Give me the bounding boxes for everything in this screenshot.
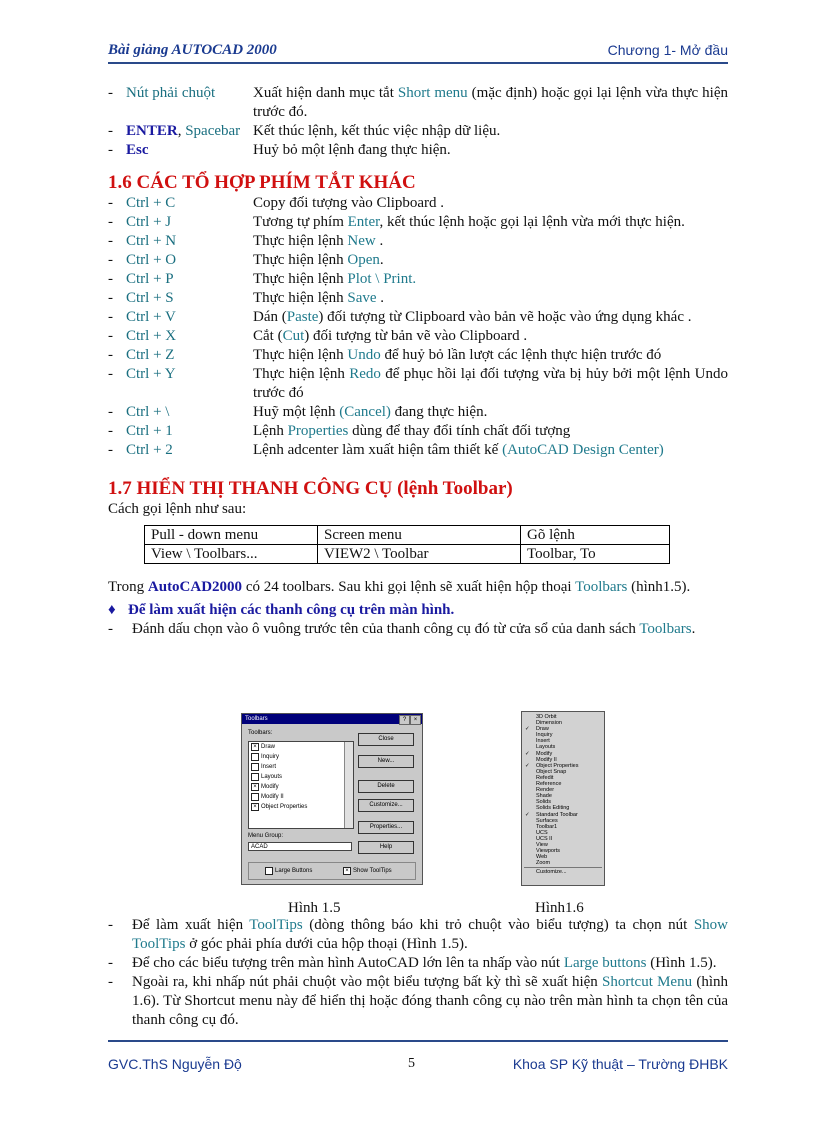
description: Huỷ bỏ một lệnh đang thực hiện.	[253, 142, 451, 158]
key-label: Ctrl + V	[126, 309, 176, 325]
menu-item[interactable]: ✓ Draw	[525, 726, 549, 733]
intro-row-esc	[108, 141, 728, 160]
shortcut-row	[108, 422, 728, 441]
toolbar-list-item[interactable]: Layouts	[249, 772, 353, 782]
shortcut-row	[108, 365, 728, 403]
shortcut-row	[108, 308, 728, 327]
menu-item[interactable]: Refedit	[536, 774, 554, 781]
description: Thực hiện lệnh Undo để huỷ bỏ lần lượt các lệnh thực hiện trước đó	[253, 347, 662, 363]
menu-item[interactable]: Viewports	[536, 848, 561, 855]
shortcut-row	[108, 327, 728, 346]
dash: -	[108, 621, 113, 637]
section-1-6-heading: 1.6 CÁC TỔ HỢP PHÍM TẮT KHÁC	[108, 172, 416, 193]
command-table	[144, 525, 670, 564]
description: Huỹ một lệnh (Cancel) đang thực hiện.	[253, 404, 488, 420]
checkbox-box: ×	[251, 783, 259, 791]
close-button[interactable]: Close	[358, 733, 414, 746]
menu-item[interactable]: Render	[536, 787, 555, 794]
note-row	[108, 973, 728, 1030]
checkbox-box	[251, 773, 259, 781]
header-chapter: Chương 1- Mở đầu	[607, 42, 728, 58]
description: Tương tự phím Enter, kết thúc lệnh hoặc gọi lại lệnh vừa mới thực hiện.	[253, 214, 685, 230]
shortcut-row	[108, 289, 728, 308]
dash: -	[108, 195, 113, 211]
key-label: Ctrl + \	[126, 404, 170, 420]
section-1-7-intro: Cách gọi lệnh như sau:	[108, 501, 247, 517]
menu-item[interactable]: Object Snap	[536, 768, 567, 775]
menu-item-customize[interactable]: Customize...	[536, 869, 567, 876]
menu-item[interactable]: ✓ Modify	[525, 750, 553, 757]
toolbars-paragraph: Trong AutoCAD2000 có 24 toolbars. Sau khi gọi lệnh sẽ xuất hiện hộp thoại Toolbars (hình1.5).	[108, 579, 691, 595]
key-label: Ctrl + 2	[126, 442, 173, 458]
figure-1-5-caption: Hình 1.5	[288, 900, 341, 916]
menu-group-select[interactable]: ACAD	[248, 842, 352, 851]
key-label: Ctrl + 1	[126, 423, 173, 439]
dash: -	[108, 214, 113, 230]
checkbox-box	[251, 763, 259, 771]
shortcut-row	[108, 213, 728, 232]
dash: -	[108, 309, 113, 325]
checkbox-box: ×	[251, 743, 259, 751]
description: Thực hiện lệnh New .	[253, 233, 384, 249]
table-cell: Pull - down menu	[145, 526, 318, 545]
menu-item[interactable]: Solids Editing	[536, 805, 570, 812]
large-buttons-checkbox[interactable]: Large Buttons	[263, 867, 312, 875]
footer-author: GVC.ThS Nguyễn Độ	[108, 1056, 242, 1072]
dash: -	[108, 442, 113, 458]
key-label: Ctrl + C	[126, 195, 176, 211]
dash: -	[108, 917, 113, 933]
description: Đánh dấu chọn vào ô vuông trước tên của thanh công cụ đó từ cửa sổ của danh sách Toolbars.	[132, 621, 696, 637]
menu-item[interactable]: Layouts	[536, 744, 556, 751]
checkbox-box: ×	[343, 867, 351, 875]
checkbox-box	[251, 753, 259, 761]
check-icon: ✓	[525, 726, 530, 733]
bottom-notes	[108, 916, 728, 1030]
check-icon: ✓	[525, 750, 530, 757]
toolbar-list-item[interactable]: Modify II	[249, 792, 353, 802]
table-cell: VIEW2 \ Toolbar	[318, 545, 521, 564]
menu-item[interactable]: Shade	[536, 793, 552, 800]
description: Lệnh Properties dùng để thay đổi tính chất đối tượng	[253, 423, 571, 439]
menu-item[interactable]: Inquiry	[536, 732, 553, 739]
description: Dán (Paste) đối tượng từ Clipboard vào bản vẽ hoặc vào ứng dụng khác .	[253, 309, 692, 325]
check-icon: ✓	[525, 762, 530, 769]
help-button[interactable]: Help	[358, 841, 414, 854]
shortcut-row	[108, 441, 728, 460]
key-label: Ctrl + N	[126, 233, 177, 249]
description: Để làm xuất hiện ToolTips (dòng thông báo khi trỏ chuột vào biểu tượng) ta chọn nút Show ToolTips ở góc phải phía dưới của hộp thoại (Hình 1.5).	[132, 917, 728, 952]
dash: -	[108, 233, 113, 249]
table-cell: View \ Toolbars...	[145, 545, 318, 564]
options-group	[248, 862, 416, 880]
dash: -	[108, 955, 113, 971]
table-cell: Gõ lệnh	[521, 526, 670, 545]
toolbars-list-label: Toolbars:	[248, 730, 273, 736]
dash: -	[108, 85, 113, 101]
key-label: Ctrl + P	[126, 271, 174, 287]
key-label: Ctrl + S	[126, 290, 174, 306]
list-scrollbar[interactable]	[344, 742, 353, 828]
show-tooltips-checkbox[interactable]: × Show ToolTips	[341, 867, 392, 875]
dash: -	[108, 423, 113, 439]
table-cell: Screen menu	[318, 526, 521, 545]
toolbar-list-item[interactable]: Inquiry	[249, 752, 353, 762]
description: Thực hiện lệnh Plot \ Print.	[253, 271, 417, 287]
key-label: ENTER, Spacebar	[126, 123, 241, 139]
checkbox-box	[265, 867, 273, 875]
toolbar-list-item[interactable]: × Object Properties	[249, 802, 353, 812]
menu-item[interactable]: Reference	[536, 781, 562, 788]
diamond-bullet-icon: ♦	[108, 602, 116, 618]
menu-item[interactable]: Solids	[536, 799, 551, 806]
key-label: Nút phải chuột	[126, 85, 216, 101]
page-number: 5	[408, 1056, 415, 1071]
toolbar-list-item[interactable]: × Draw	[249, 742, 353, 752]
shortcut-row	[108, 194, 728, 213]
description: Để cho các biểu tượng trên màn hình AutoCAD lớn lên ta nhấp vào nút Large buttons (Hình 1.5).	[132, 955, 717, 971]
footer-institution: Khoa SP Kỹ thuật – Trường ĐHBK	[512, 1056, 728, 1072]
menu-group-label: Menu Group:	[248, 833, 284, 839]
description: Thực hiện lệnh Save .	[253, 290, 385, 306]
description: Thực hiện lệnh Open.	[253, 252, 384, 268]
bullet-heading: ♦ Để làm xuất hiện các thanh công cụ trên màn hình.	[108, 602, 455, 618]
close-icon[interactable]: ×	[410, 715, 421, 725]
dash: -	[108, 404, 113, 420]
shortcut-row	[108, 232, 728, 251]
page-header	[108, 40, 728, 64]
table-cell: Toolbar, To	[521, 545, 670, 564]
shortcut-row	[108, 251, 728, 270]
shortcut-row	[108, 403, 728, 422]
page-footer	[108, 1040, 728, 1070]
key-label: Ctrl + J	[126, 214, 172, 230]
menu-item[interactable]: 3D Orbit	[536, 714, 557, 720]
shortcut-key-list	[108, 194, 728, 460]
description: Cắt (Cut) đối tượng từ bản vẽ vào Clipboard .	[253, 328, 528, 344]
table-header-row	[145, 526, 670, 545]
dash: -	[108, 328, 113, 344]
figure-1-6-caption: Hình1.6	[535, 900, 584, 916]
key-label: Ctrl + X	[126, 328, 177, 344]
dash: -	[108, 123, 113, 139]
dash: -	[108, 974, 113, 990]
menu-item[interactable]: Toolbar1	[536, 823, 558, 830]
customize-button[interactable]: Customize...	[358, 799, 414, 812]
intro-row-right-click	[108, 84, 728, 122]
description: Lệnh adcenter làm xuất hiện tâm thiết kế (AutoCAD Design Center)	[253, 442, 664, 458]
new-button[interactable]: New...	[358, 755, 414, 768]
dash: -	[108, 252, 113, 268]
note-row	[108, 916, 728, 954]
menu-item[interactable]: Insert	[536, 738, 550, 745]
key-label: Ctrl + Y	[126, 366, 176, 382]
description: Ngoài ra, khi nhấp nút phải chuột vào một biểu tượng bất kỳ thì sẽ xuất hiện Shortcut Menu (hình 1.6). Từ Shortcut menu này để hiển thị hoặc đóng thanh công cụ nào trên màn hình ta chọn tên của thanh công cụ đó.	[132, 974, 728, 1028]
key-label: Ctrl + Z	[126, 347, 175, 363]
toolbar-list-item[interactable]: × Modify	[249, 782, 353, 792]
shortcut-row	[108, 270, 728, 289]
menu-separator	[524, 867, 602, 868]
dash: -	[108, 347, 113, 363]
toolbars-dialog-figure	[241, 713, 423, 885]
description: Copy đối tượng vào Clipboard .	[253, 195, 445, 211]
description: Xuất hiện danh mục tắt Short menu (mặc định) hoặc gọi lại lệnh vừa thực hiện trước đó.	[253, 85, 728, 120]
section-1-7-heading: 1.7 HIỂN THỊ THANH CÔNG CỤ (lệnh Toolbar)	[108, 478, 513, 499]
toolbar-list-item[interactable]: Insert	[249, 762, 353, 772]
menu-item[interactable]: Modify II	[536, 756, 557, 763]
dash: -	[108, 271, 113, 287]
shortcut-row	[108, 346, 728, 365]
key-label: Ctrl + O	[126, 252, 177, 268]
menu-item[interactable]: ✓ Standard Toolbar	[525, 811, 578, 818]
description: Thực hiện lệnh Redo để phục hồi lại đối tượng vừa bị hủy bởi một lệnh Undo trước đó	[253, 366, 728, 401]
properties-button[interactable]: Properties...	[358, 821, 414, 834]
menu-item[interactable]: Surfaces	[536, 817, 558, 824]
description: Kết thúc lệnh, kết thúc việc nhập dữ liệu.	[253, 123, 501, 139]
dialog-title-bar: Toolbars ? ×	[242, 714, 422, 724]
table-row	[145, 545, 670, 564]
menu-item[interactable]: Web	[536, 854, 548, 861]
note-row	[108, 954, 728, 973]
dash-item-check-toolbars	[108, 620, 728, 639]
dash: -	[108, 366, 113, 382]
toolbar-shortcut-menu-figure	[521, 711, 605, 886]
main-content	[108, 84, 728, 639]
intro-row-enter	[108, 122, 728, 141]
checkbox-box	[251, 793, 259, 801]
dash: -	[108, 142, 113, 158]
header-course-title: Bài giảng AUTOCAD 2000	[108, 42, 277, 58]
key-label: Esc	[126, 142, 149, 158]
menu-item[interactable]: UCS	[536, 829, 548, 836]
dash: -	[108, 290, 113, 306]
toolbars-list[interactable]	[248, 741, 354, 829]
menu-item[interactable]: UCS II	[536, 835, 553, 842]
help-icon[interactable]: ?	[399, 715, 410, 725]
menu-item[interactable]: View	[536, 841, 548, 848]
check-icon: ✓	[525, 811, 530, 818]
delete-button[interactable]: Delete	[358, 780, 414, 793]
checkbox-box: ×	[251, 803, 259, 811]
menu-item[interactable]: Zoom	[536, 860, 551, 867]
menu-item[interactable]: Dimension	[536, 720, 562, 727]
menu-item[interactable]: ✓ Object Properties	[525, 762, 579, 769]
